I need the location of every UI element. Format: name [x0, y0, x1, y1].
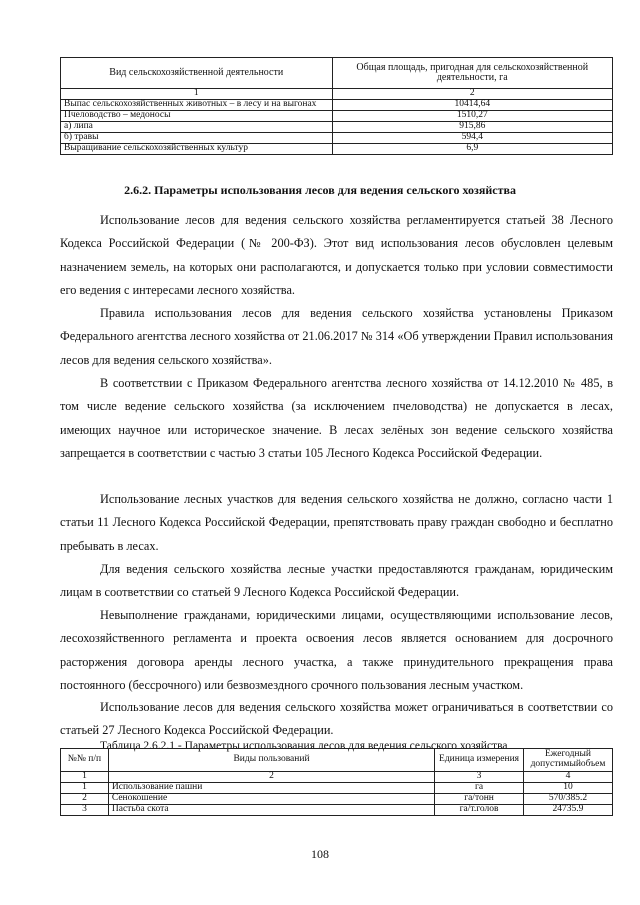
column-number: 1	[61, 772, 109, 783]
header-row-number: №№ п/п	[61, 749, 109, 772]
column-number: 3	[435, 772, 524, 783]
area-value: 1510,27	[332, 110, 613, 121]
paragraph: Для ведения сельского хозяйства лесные участки предоставляются гражданам, юридическим лицам в соответствии со статьей 9 Лесного Кодекса Российской Федерации.	[60, 562, 613, 600]
unit: га/тонн	[435, 794, 524, 805]
table-caption: Таблица 2.6.2.1 - Параметры использования лесов для ведения сельского хозяйства	[100, 740, 508, 752]
agricultural-areas-table	[60, 57, 613, 155]
activity-name: а) липа	[61, 121, 333, 132]
page-number: 108	[311, 847, 329, 861]
activity-name: Пчеловодство – медоносы	[61, 110, 333, 121]
row-number: 1	[61, 783, 109, 794]
area-value: 6,9	[332, 143, 613, 154]
header-usage-type: Виды пользований	[108, 749, 434, 772]
paragraph: Использование лесных участков для ведения сельского хозяйства не должно, согласно части 1 статьи 11 Лесного Кодекса Российской Федерации, препятствовать праву граждан свободно и бесплатно пребывать в лесах.	[60, 492, 613, 553]
paragraph: Использование лесов для ведения сельского хозяйства регламентируется статьей 38 Лесного Кодекса Российской Федерации (№ 200-ФЗ). Этот вид использования лесов обусловлен целевым назначением земель, на которых они располагаются, и допускается только при условии совместимости его ведения с интересами лесного хозяйства.	[60, 213, 613, 298]
row-number: 3	[61, 805, 109, 816]
section-title: 2.6.2. Параметры использования лесов для ведения сельского хозяйства	[124, 183, 516, 197]
paragraph: Невыполнение гражданами, юридическими лицами, осуществляющими использование лесов, лесохозяйственного регламента и проекта освоения лесов является основанием для досрочного расторжения договора аренды лесного участка, а также принудительного прекращения права постоянного (бессрочного) или безвозмездного срочного пользования лесным участком.	[60, 608, 613, 693]
column-number: 2	[332, 89, 613, 100]
column-number: 2	[108, 772, 434, 783]
usage-type: Сенокошение	[108, 794, 434, 805]
usage-parameters-table	[60, 748, 613, 816]
usage-type: Пастьба скота	[108, 805, 434, 816]
unit: га	[435, 783, 524, 794]
column-numbers-row	[61, 772, 613, 783]
usage-type: Использование пашни	[108, 783, 434, 794]
area-value: 915,86	[332, 121, 613, 132]
paragraph: В соответствии с Приказом Федерального агентства лесного хозяйства от 14.12.2010 № 485, в том числе ведение сельского хозяйства (за исключением пчеловодства) не допускается в лесах, имеющих научное или историческое значение. В лесах зелёных зон ведение сельского хозяйства запрещается в соответствии с частью 3 статьи 105 Лесного Кодекса Российской Федерации.	[60, 376, 613, 461]
column-number: 4	[523, 772, 612, 783]
paragraph: Использование лесов для ведения сельского хозяйства может ограничиваться в соответствии со статьей 27 Лесного Кодекса Российской Федерации.	[60, 700, 613, 738]
annual-volume: 570/385.2	[523, 794, 612, 805]
area-value: 594,4	[332, 132, 613, 143]
table-row	[61, 143, 613, 154]
header-annual-volume: Ежегодный допустимыйобъем	[523, 749, 612, 772]
table-row	[61, 805, 613, 816]
activity-name: Выращивание сельскохозяйственных культур	[61, 143, 333, 154]
activity-name: Выпас сельскохозяйственных животных – в лесу и на выгонах	[61, 99, 333, 110]
paragraph: Правила использования лесов для ведения сельского хозяйства установлены Приказом Федерального агентства лесного хозяйства от 21.06.2017 № 314 «Об утверждении Правил использования лесов для ведения сельского хозяйства».	[60, 306, 613, 367]
unit: га/т.голов	[435, 805, 524, 816]
area-value: 10414,64	[332, 99, 613, 110]
annual-volume: 24735.9	[523, 805, 612, 816]
table-row	[61, 783, 613, 794]
row-number: 2	[61, 794, 109, 805]
column-numbers-row	[61, 89, 613, 100]
table-row	[61, 121, 613, 132]
table-row	[61, 794, 613, 805]
table-row	[61, 99, 613, 110]
table-header-row	[61, 749, 613, 772]
table-row	[61, 132, 613, 143]
activity-name: б) травы	[61, 132, 333, 143]
table-header-row	[61, 58, 613, 89]
table-row	[61, 110, 613, 121]
header-unit: Единица измерения	[435, 749, 524, 772]
annual-volume: 10	[523, 783, 612, 794]
header-activity-type: Вид сельскохозяйственной деятельности	[61, 58, 333, 89]
column-number: 1	[61, 89, 333, 100]
header-total-area: Общая площадь, пригодная для сельскохозяйственной деятельности, га	[332, 58, 613, 89]
